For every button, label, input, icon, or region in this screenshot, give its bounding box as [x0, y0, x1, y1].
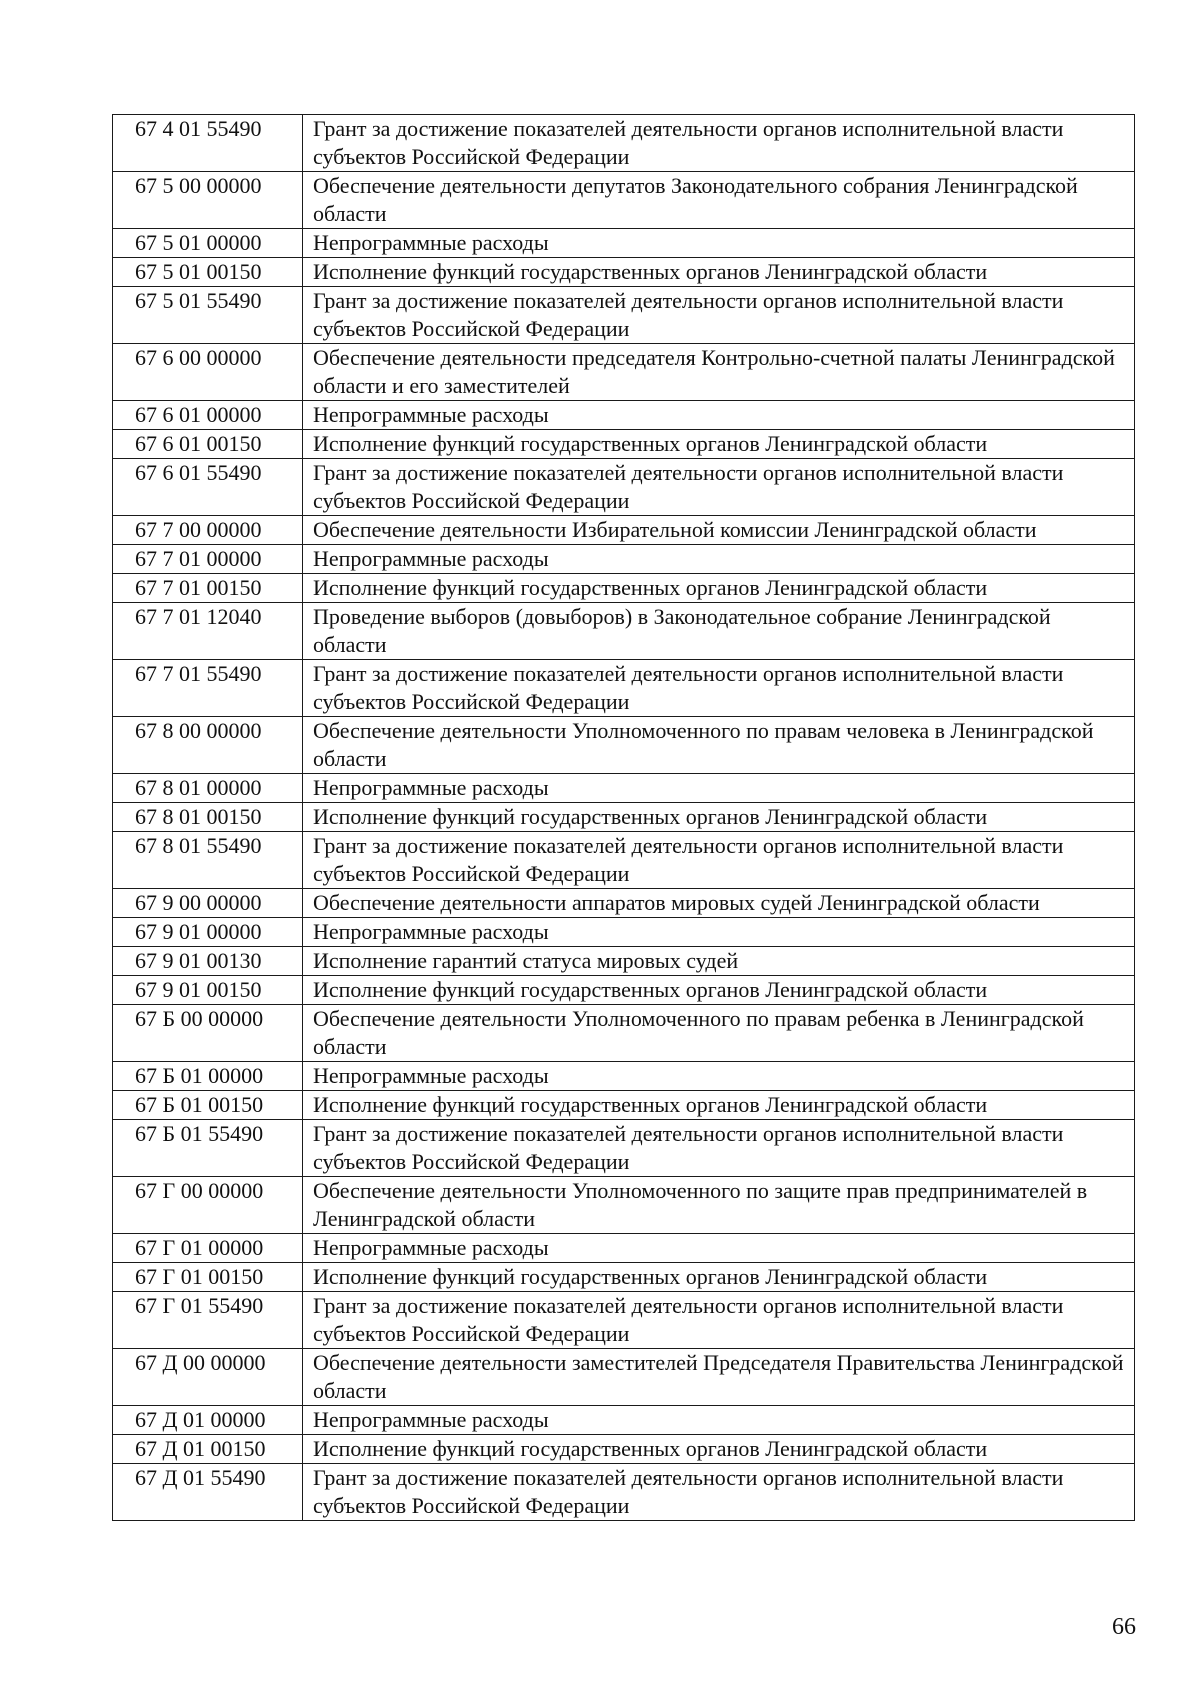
row-description: Исполнение функций государственных органов Ленинградской области — [303, 1091, 1135, 1120]
table-row — [113, 660, 1135, 717]
row-code: 67 7 00 00000 — [113, 516, 303, 545]
row-description: Грант за достижение показателей деятельности органов исполнительной власти субъектов Российской Федерации — [303, 459, 1135, 516]
row-description: Непрограммные расходы — [303, 1234, 1135, 1263]
table-row — [113, 1234, 1135, 1263]
row-code: 67 8 01 00000 — [113, 774, 303, 803]
row-description: Непрограммные расходы — [303, 401, 1135, 430]
row-code: 67 8 01 55490 — [113, 832, 303, 889]
table-row — [113, 1005, 1135, 1062]
page-number: 66 — [1112, 1614, 1136, 1640]
table-row — [113, 832, 1135, 889]
row-description: Исполнение функций государственных органов Ленинградской области — [303, 574, 1135, 603]
table-row — [113, 976, 1135, 1005]
row-description: Грант за достижение показателей деятельности органов исполнительной власти субъектов Российской Федерации — [303, 115, 1135, 172]
row-code: 67 Б 01 00150 — [113, 1091, 303, 1120]
table-row — [113, 344, 1135, 401]
table-row — [113, 947, 1135, 976]
row-code: 67 6 00 00000 — [113, 344, 303, 401]
table-row — [113, 774, 1135, 803]
row-code: 67 7 01 55490 — [113, 660, 303, 717]
row-description: Исполнение функций государственных органов Ленинградской области — [303, 430, 1135, 459]
row-code: 67 Г 00 00000 — [113, 1177, 303, 1234]
table-row — [113, 574, 1135, 603]
table-row — [113, 1435, 1135, 1464]
row-description: Грант за достижение показателей деятельности органов исполнительной власти субъектов Российской Федерации — [303, 1292, 1135, 1349]
table-row — [113, 1292, 1135, 1349]
row-code: 67 5 01 00000 — [113, 229, 303, 258]
row-code: 67 6 01 00150 — [113, 430, 303, 459]
row-code: 67 Д 00 00000 — [113, 1349, 303, 1406]
row-code: 67 7 01 00150 — [113, 574, 303, 603]
row-code: 67 5 01 55490 — [113, 287, 303, 344]
table-row — [113, 1062, 1135, 1091]
row-code: 67 9 01 00150 — [113, 976, 303, 1005]
row-code: 67 Д 01 00000 — [113, 1406, 303, 1435]
row-description: Обеспечение деятельности аппаратов мировых судей Ленинградской области — [303, 889, 1135, 918]
table-row — [113, 717, 1135, 774]
budget-code-table — [112, 114, 1135, 1521]
row-code: 67 7 01 00000 — [113, 545, 303, 574]
table-row — [113, 1091, 1135, 1120]
row-description: Грант за достижение показателей деятельности органов исполнительной власти субъектов Российской Федерации — [303, 832, 1135, 889]
row-description: Проведение выборов (довыборов) в Законодательное собрание Ленинградской области — [303, 603, 1135, 660]
row-code: 67 4 01 55490 — [113, 115, 303, 172]
row-description: Непрограммные расходы — [303, 545, 1135, 574]
table-row — [113, 172, 1135, 229]
row-code: 67 Б 01 00000 — [113, 1062, 303, 1091]
row-description: Обеспечение деятельности председателя Контрольно-счетной палаты Ленинградской области и его заместителей — [303, 344, 1135, 401]
row-code: 67 7 01 12040 — [113, 603, 303, 660]
row-code: 67 Б 01 55490 — [113, 1120, 303, 1177]
row-code: 67 8 00 00000 — [113, 717, 303, 774]
table-row — [113, 401, 1135, 430]
row-description: Обеспечение деятельности депутатов Законодательного собрания Ленинградской области — [303, 172, 1135, 229]
row-code: 67 Д 01 00150 — [113, 1435, 303, 1464]
table-row — [113, 287, 1135, 344]
table-row — [113, 1177, 1135, 1234]
row-code: 67 9 01 00000 — [113, 918, 303, 947]
row-description: Исполнение функций государственных органов Ленинградской области — [303, 1435, 1135, 1464]
row-description: Исполнение функций государственных органов Ленинградской области — [303, 976, 1135, 1005]
table-row — [113, 459, 1135, 516]
table-row — [113, 1349, 1135, 1406]
table-row — [113, 430, 1135, 459]
table-row — [113, 545, 1135, 574]
row-description: Грант за достижение показателей деятельности органов исполнительной власти субъектов Российской Федерации — [303, 1464, 1135, 1521]
row-code: 67 Г 01 00150 — [113, 1263, 303, 1292]
table-row — [113, 516, 1135, 545]
row-description: Обеспечение деятельности Избирательной комиссии Ленинградской области — [303, 516, 1135, 545]
row-code: 67 9 00 00000 — [113, 889, 303, 918]
table-row — [113, 1406, 1135, 1435]
table-row — [113, 803, 1135, 832]
row-description: Исполнение функций государственных органов Ленинградской области — [303, 258, 1135, 287]
table-row — [113, 1120, 1135, 1177]
row-description: Обеспечение деятельности Уполномоченного по правам ребенка в Ленинградской области — [303, 1005, 1135, 1062]
row-description: Обеспечение деятельности Уполномоченного по правам человека в Ленинградской области — [303, 717, 1135, 774]
row-description: Грант за достижение показателей деятельности органов исполнительной власти субъектов Российской Федерации — [303, 1120, 1135, 1177]
row-description: Грант за достижение показателей деятельности органов исполнительной власти субъектов Российской Федерации — [303, 660, 1135, 717]
row-code: 67 5 00 00000 — [113, 172, 303, 229]
row-code: 67 Г 01 55490 — [113, 1292, 303, 1349]
row-description: Грант за достижение показателей деятельности органов исполнительной власти субъектов Российской Федерации — [303, 287, 1135, 344]
row-code: 67 9 01 00130 — [113, 947, 303, 976]
table-row — [113, 603, 1135, 660]
row-code: 67 5 01 00150 — [113, 258, 303, 287]
row-description: Обеспечение деятельности Уполномоченного по защите прав предпринимателей в Ленинградской области — [303, 1177, 1135, 1234]
row-code: 67 6 01 55490 — [113, 459, 303, 516]
row-description: Непрограммные расходы — [303, 1062, 1135, 1091]
table-row — [113, 918, 1135, 947]
table-row — [113, 229, 1135, 258]
row-code: 67 Г 01 00000 — [113, 1234, 303, 1263]
row-description: Исполнение функций государственных органов Ленинградской области — [303, 803, 1135, 832]
row-code: 67 8 01 00150 — [113, 803, 303, 832]
row-code: 67 6 01 00000 — [113, 401, 303, 430]
row-description: Исполнение функций государственных органов Ленинградской области — [303, 1263, 1135, 1292]
row-description: Непрограммные расходы — [303, 229, 1135, 258]
row-code: 67 Б 00 00000 — [113, 1005, 303, 1062]
row-description: Исполнение гарантий статуса мировых судей — [303, 947, 1135, 976]
row-description: Непрограммные расходы — [303, 1406, 1135, 1435]
row-description: Обеспечение деятельности заместителей Председателя Правительства Ленинградской области — [303, 1349, 1135, 1406]
row-description: Непрограммные расходы — [303, 918, 1135, 947]
table-row — [113, 1263, 1135, 1292]
table-body — [113, 115, 1135, 1521]
row-code: 67 Д 01 55490 — [113, 1464, 303, 1521]
table-row — [113, 258, 1135, 287]
table-row — [113, 115, 1135, 172]
row-description: Непрограммные расходы — [303, 774, 1135, 803]
table-row — [113, 889, 1135, 918]
table-row — [113, 1464, 1135, 1521]
